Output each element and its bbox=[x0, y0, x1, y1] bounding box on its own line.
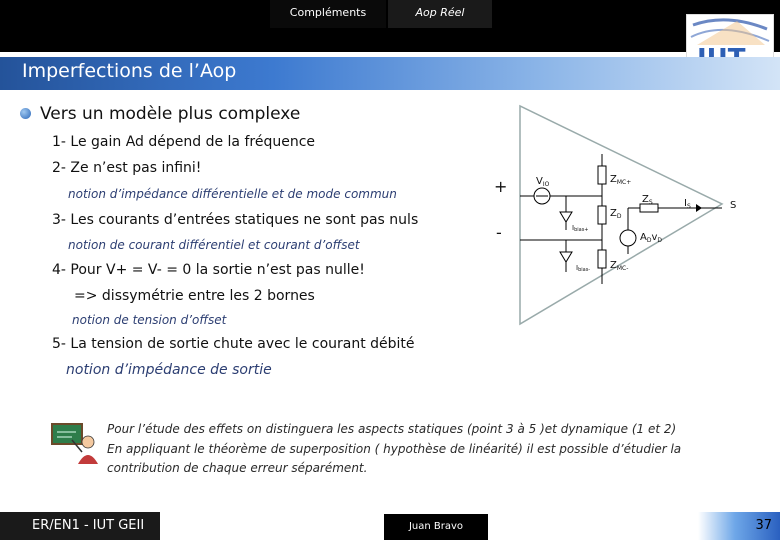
ibias-minus-source-icon bbox=[560, 252, 572, 262]
paragraph-line-3: contribution de chaque erreur séparément. bbox=[107, 461, 368, 475]
is-arrow-icon bbox=[696, 204, 702, 212]
page-number: 37 bbox=[698, 512, 780, 540]
footer-author: Juan Bravo bbox=[384, 514, 488, 540]
aop-model-diagram bbox=[490, 104, 750, 330]
zs-label: $Z_S$ bbox=[642, 194, 653, 206]
item-3: 3- Les courants d’entrées statiques ne sont pas nuls bbox=[52, 212, 419, 228]
zd-resistor bbox=[598, 206, 606, 224]
item-5: 5- La tension de sortie chute avec le courant débité bbox=[52, 336, 415, 352]
bullet-heading: Vers un modèle plus complexe bbox=[40, 104, 301, 124]
paragraph-line-2: En appliquant le théorème de superposition ( hypothèse de linéarité) il est possible d’étudier la bbox=[107, 442, 682, 456]
note-4: notion de tension d’offset bbox=[72, 313, 227, 327]
footer-course: ER/EN1 - IUT GEII bbox=[0, 512, 160, 540]
ad-vd-label: $A_Dv_D$ bbox=[640, 232, 663, 244]
zd-label: $Z_D$ bbox=[610, 208, 622, 220]
zmc-plus-label: $Z_{MC+}$ bbox=[610, 174, 632, 186]
zmc-plus-resistor bbox=[598, 166, 606, 184]
plus-label: + bbox=[494, 177, 508, 196]
ibias-plus-source-icon bbox=[560, 212, 572, 222]
note-3: notion de courant différentiel et courant d’offset bbox=[68, 238, 360, 252]
ibias-plus-label: Ibias+ bbox=[572, 224, 589, 233]
tab-complements[interactable]: Compléments bbox=[270, 0, 386, 28]
zmc-minus-label: $Z_{MC-}$ bbox=[610, 260, 629, 272]
item-4: 4- Pour V+ = V- = 0 la sortie n’est pas nulle! bbox=[52, 262, 365, 278]
item-1: 1- Le gain Ad dépend de la fréquence bbox=[52, 134, 315, 150]
zmc-minus-resistor bbox=[598, 250, 606, 268]
vio-label: $V_{IO}$ bbox=[536, 176, 550, 188]
note-5: notion d’impédance de sortie bbox=[66, 362, 272, 378]
minus-label: - bbox=[496, 223, 502, 242]
teacher-icon bbox=[48, 420, 100, 468]
tab-aop-reel[interactable]: Aop Réel bbox=[388, 0, 492, 28]
paragraph-line-1: Pour l’étude des effets on distinguera les aspects statiques (point 3 à 5 )et dynamique (1 et 2) bbox=[107, 422, 677, 436]
bullet-icon bbox=[20, 108, 31, 119]
note-2: notion d’impédance différentielle et de mode commun bbox=[68, 187, 397, 201]
slide-title: Imperfections de l’Aop bbox=[22, 60, 237, 82]
ibias-minus-label: Ibias- bbox=[576, 264, 591, 273]
item-2: 2- Ze n’est pas infini! bbox=[52, 160, 202, 176]
slide-title-bar bbox=[0, 57, 780, 90]
top-bar bbox=[0, 0, 780, 52]
output-label: S bbox=[730, 200, 737, 211]
item-4b: => dissymétrie entre les 2 bornes bbox=[74, 288, 315, 304]
is-label: $I_S$ bbox=[684, 198, 691, 210]
ad-source-icon bbox=[620, 230, 636, 246]
